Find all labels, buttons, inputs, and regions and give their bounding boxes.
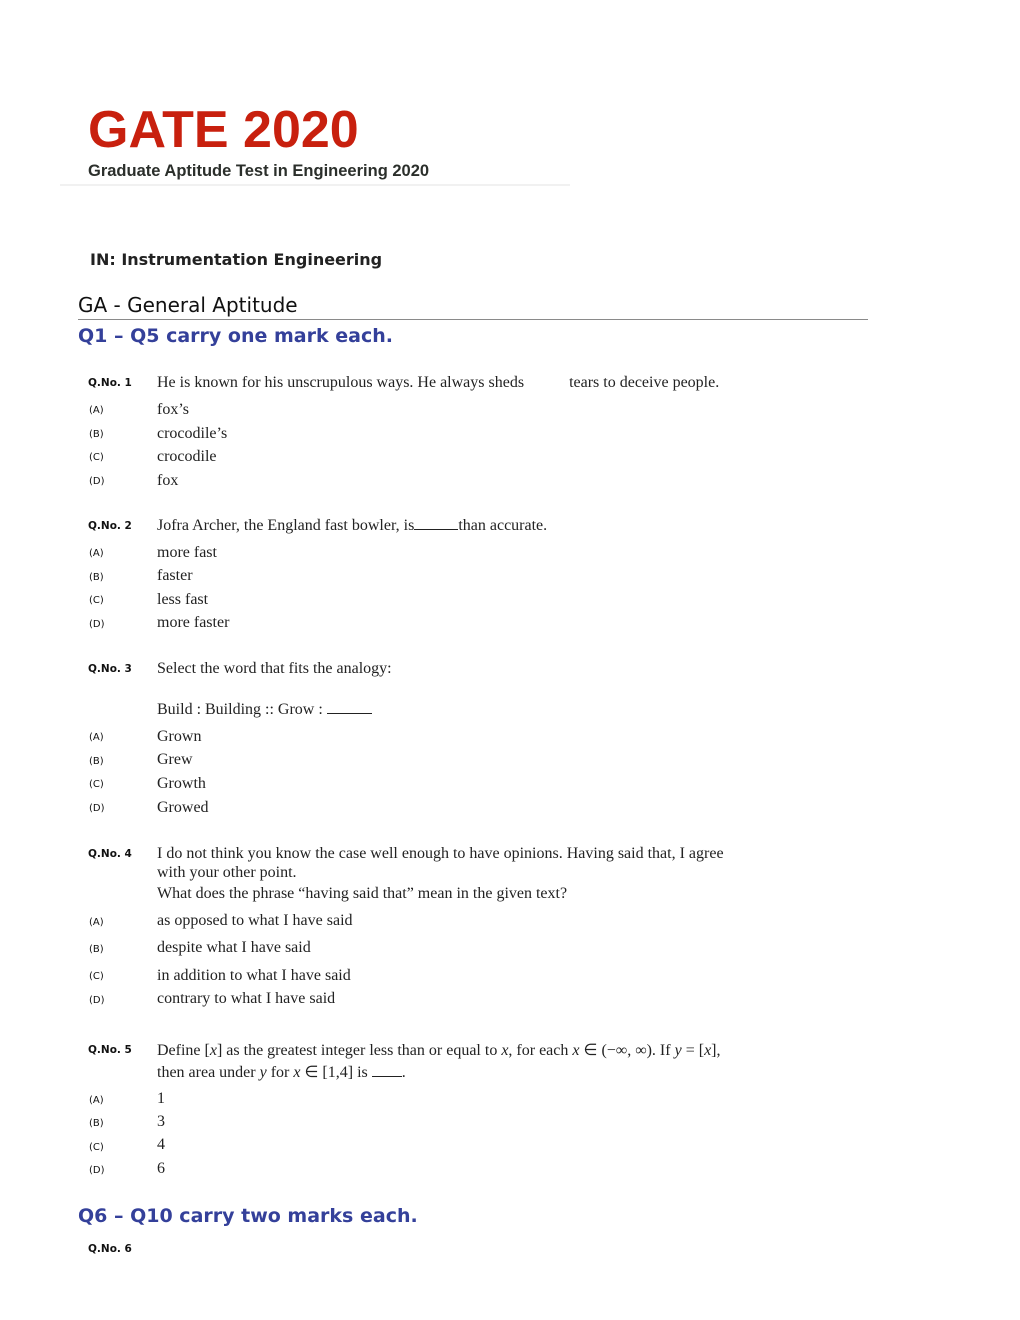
option-label: (B) <box>89 756 104 767</box>
option-text: as opposed to what I have said <box>157 912 353 929</box>
section-title: GA - General Aptitude <box>78 293 298 317</box>
question-number: Q.No. 4 <box>88 848 132 860</box>
option-label: (C) <box>89 1142 104 1153</box>
option-label: (D) <box>89 619 105 630</box>
paper-name: IN: Instrumentation Engineering <box>90 250 383 269</box>
option-label: (C) <box>89 452 104 463</box>
answer-blank <box>372 1076 402 1077</box>
option-text: Growth <box>157 775 206 792</box>
question-number: Q.No. 5 <box>88 1044 132 1056</box>
option-text: Grew <box>157 751 193 768</box>
question-text-line-2: with your other point. <box>157 864 297 881</box>
question-number: Q.No. 2 <box>88 520 132 532</box>
option-label: (B) <box>89 1118 104 1129</box>
option-text: fox’s <box>157 401 189 418</box>
option-text: 3 <box>157 1113 165 1130</box>
marks-heading-two-marks: Q6 – Q10 carry two marks each. <box>78 1205 418 1227</box>
question-text: Select the word that fits the analogy: <box>157 660 392 677</box>
question-number: Q.No. 3 <box>88 663 132 675</box>
option-text: 1 <box>157 1090 165 1107</box>
option-text: fox <box>157 472 179 489</box>
question-number: Q.No. 1 <box>88 377 132 389</box>
option-text: crocodile’s <box>157 425 228 442</box>
exam-subtitle: Graduate Aptitude Test in Engineering 2020 <box>88 162 430 180</box>
question-text-line-1: Define [x] as the greatest integer less than or equal to x, for each x ∈ (−∞, ∞). If y = [x], <box>157 1042 721 1059</box>
option-label: (B) <box>89 429 104 440</box>
option-label: (B) <box>89 944 104 955</box>
option-label: (D) <box>89 803 105 814</box>
option-label: (B) <box>89 572 104 583</box>
option-label: (D) <box>89 476 105 487</box>
option-text: contrary to what I have said <box>157 990 336 1007</box>
option-text: faster <box>157 567 193 584</box>
option-label: (D) <box>89 995 105 1006</box>
option-text: crocodile <box>157 448 217 465</box>
option-text: Grown <box>157 728 202 745</box>
option-label: (A) <box>89 548 104 559</box>
option-label: (A) <box>89 917 104 928</box>
option-text: in addition to what I have said <box>157 967 351 984</box>
option-text: Growed <box>157 799 209 816</box>
analogy-text: Build : Building :: Grow : <box>157 701 372 719</box>
option-label: (A) <box>89 1095 104 1106</box>
option-label: (D) <box>89 1165 105 1176</box>
option-label: (C) <box>89 971 104 982</box>
exam-title: GATE 2020 <box>88 101 359 159</box>
option-text: despite what I have said <box>157 939 311 956</box>
option-text: more faster <box>157 614 230 631</box>
question-text-line-2: then area under y for x ∈ [1,4] is . <box>157 1064 406 1081</box>
question-number: Q.No. 6 <box>88 1243 132 1255</box>
option-text: less fast <box>157 591 209 608</box>
option-text: 6 <box>157 1160 165 1177</box>
question-text-line-1: I do not think you know the case well enough to have opinions. Having said that, I agree <box>157 845 724 862</box>
marks-heading-one-mark: Q1 – Q5 carry one mark each. <box>78 325 393 347</box>
answer-blank <box>414 529 458 530</box>
option-label: (A) <box>89 405 104 416</box>
option-text: 4 <box>157 1136 165 1153</box>
option-label: (A) <box>89 732 104 743</box>
option-label: (C) <box>89 595 104 606</box>
section-divider <box>78 319 868 320</box>
question-text-line-3: What does the phrase “having said that” mean in the given text? <box>157 885 568 902</box>
answer-blank <box>327 713 372 714</box>
option-text: more fast <box>157 544 217 561</box>
option-label: (C) <box>89 779 104 790</box>
question-text: He is known for his unscrupulous ways. He always sheds tears to deceive people. <box>157 374 720 391</box>
subtitle-divider <box>60 184 570 186</box>
question-text: Jofra Archer, the England fast bowler, is than accurate. <box>157 517 548 534</box>
